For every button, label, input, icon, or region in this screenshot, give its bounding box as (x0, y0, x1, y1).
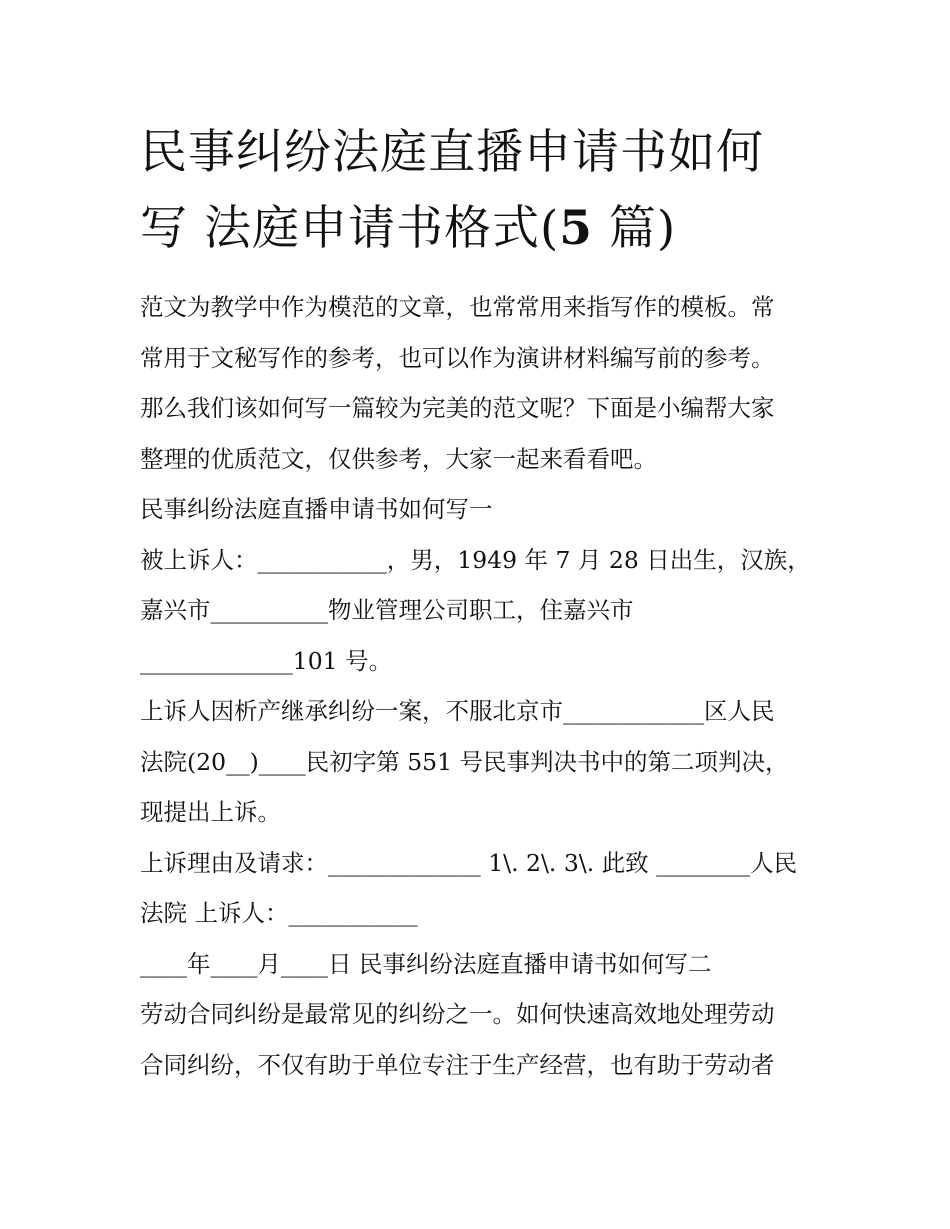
body-line: 劳动合同纠纷是最常见的纠纷之一。如何快速高效地处理劳动 (140, 1000, 775, 1028)
body-line: 上诉理由及请求：_____________ 1\. 2\. 3\. 此致 ________人民 (140, 848, 798, 877)
body-line: 那么我们该如何写一篇较为完美的范文呢？下面是小编帮大家 (140, 394, 775, 422)
title-line-2-part-a: 写 法庭申请书格式( (140, 201, 560, 256)
body-line: 法院(20__)____民初字第 551 号民事判决书中的第二项判决， (140, 747, 789, 776)
body-line: 常用于文秘写作的参考，也可以作为演讲材料编写前的参考。 (140, 343, 775, 372)
body-line: 现提出上诉。 (140, 798, 281, 826)
document-body (140, 282, 820, 1090)
body-line: 被上诉人：___________，男，1949 年 7 月 28 日出生，汉族， (140, 545, 811, 574)
title-count: 5 (559, 201, 593, 256)
body-line: _____________101 号。 (140, 646, 393, 675)
section-heading-1: 民事纠纷法庭直播申请书如何写一 (140, 495, 493, 523)
body-line: 范文为教学中作为模范的文章，也常常用来指写作的模板。常 (140, 293, 775, 321)
title-line-2 (140, 191, 830, 267)
body-line: 法院 上诉人：___________ (140, 899, 418, 927)
title-line-2-part-c: 篇) (592, 201, 677, 256)
body-line: 嘉兴市__________物业管理公司职工，住嘉兴市 (140, 596, 634, 624)
body-line: 整理的优质范文，仅供参考，大家一起来看看吧。 (140, 444, 657, 473)
document-title (140, 115, 830, 267)
body-line: 合同纠纷，不仅有助于单位专注于生产经营，也有助于劳动者 (140, 1050, 775, 1079)
section-heading-2-line: ____年____月____日 民事纠纷法庭直播申请书如何写二 (140, 949, 712, 978)
body-line: 上诉人因析产继承纠纷一案，不服北京市____________区人民 (140, 697, 775, 725)
title-line-1: 民事纠纷法庭直播申请书如何 (140, 125, 764, 180)
